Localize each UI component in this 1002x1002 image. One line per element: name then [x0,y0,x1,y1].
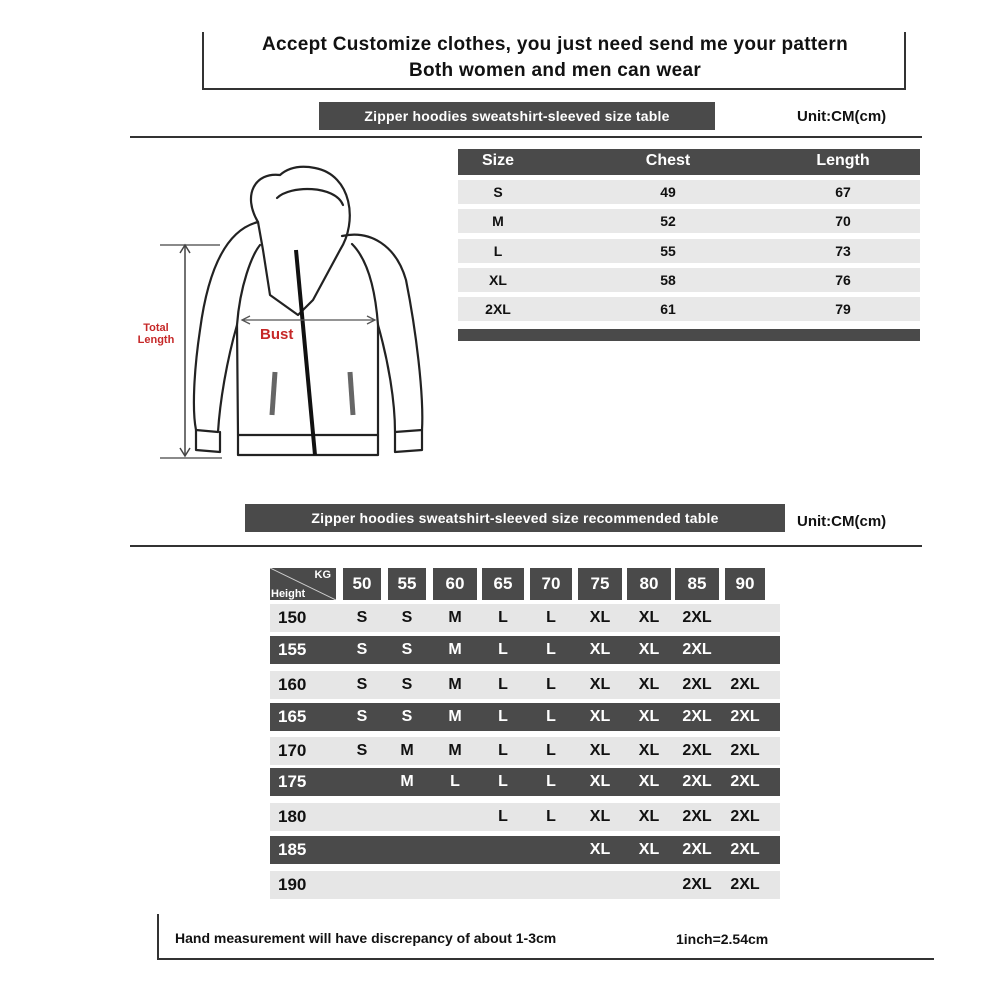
size-recommend-cell: L [498,742,508,759]
kg-column-header: 65 [482,568,524,600]
size-row [458,297,920,321]
height-cell: 185 [278,840,307,859]
length-cell: 73 [835,243,851,259]
size-table-unit: Unit:CM(cm) [797,108,887,125]
length-cell: 70 [835,213,851,229]
size-recommend-cell: 2XL [730,841,760,858]
kg-column-header: 55 [388,568,426,600]
recommend-row [270,836,780,864]
chest-cell: 52 [660,213,676,229]
size-recommend-cell: L [498,676,508,693]
recommend-row [270,604,780,632]
length-cell: 76 [835,272,851,288]
corner-cell [270,568,336,600]
size-recommend-cell: XL [589,641,611,658]
size-recommend-cell: XL [638,708,660,725]
size-recommend-cell: L [546,609,556,626]
kg-column-header: 80 [627,568,671,600]
hoodie-diagram [130,150,450,470]
size-recommend-cell: S [356,742,368,759]
total-length-label-line2: Length [137,334,175,346]
total-length-label-line1: Total [143,322,169,334]
size-recommend-cell: 2XL [682,609,712,626]
height-cell: 190 [278,875,307,894]
recommend-row [270,737,780,765]
kg-column-header: 60 [433,568,477,600]
kg-column-header: 90 [725,568,765,600]
size-recommend-cell: XL [589,841,611,858]
size-recommend-cell: S [401,708,413,725]
size-recommend-cell: S [401,609,413,626]
size-cell: L [493,243,503,259]
size-recommend-cell: M [448,708,462,725]
header-length: Length [816,152,870,169]
header-line-1: Accept Customize clothes, you just need send me your pattern [261,34,848,55]
size-recommend-cell: XL [638,641,660,658]
size-recommend-cell: 2XL [730,876,760,893]
recommend-row [270,871,780,899]
size-recommend-cell: S [401,641,413,658]
size-table-title: Zipper hoodies sweatshirt-sleeved size table [319,102,715,130]
size-recommend-cell: XL [638,841,660,858]
height-cell: 170 [278,741,307,760]
size-recommend-cell: L [498,641,508,658]
size-recommend-cell: M [448,676,462,693]
height-cell: 175 [278,772,307,791]
size-cell: M [492,213,504,229]
size-recommend-cell: XL [638,676,660,693]
pocket-right [350,372,353,415]
size-recommend-cell: L [546,742,556,759]
size-recommend-cell: S [356,641,368,658]
size-row [458,268,920,292]
size-recommend-cell: XL [638,609,660,626]
chest-cell: 58 [660,272,676,288]
size-cell: S [493,184,503,200]
recommend-row [270,636,780,664]
chest-cell: 55 [660,243,676,259]
recommend-table-unit: Unit:CM(cm) [797,513,887,530]
size-recommend-cell: L [546,808,556,825]
size-recommend-cell: L [546,773,556,790]
size-recommend-cell: M [448,742,462,759]
kg-column-header: 75 [578,568,622,600]
size-recommend-cell: 2XL [730,808,760,825]
size-recommend-cell: 2XL [682,841,712,858]
size-row [458,180,920,204]
size-recommend-cell: L [498,609,508,626]
size-recommend-cell: 2XL [730,773,760,790]
length-cell: 67 [835,184,851,200]
size-recommend-cell: XL [589,676,611,693]
size-recommend-cell: 2XL [682,708,712,725]
size-recommend-cell: XL [589,708,611,725]
pocket-left [272,372,275,415]
total-length-label [132,322,180,346]
size-recommend-cell: L [546,708,556,725]
header-line-2: Both women and men can wear [408,60,702,81]
size-recommend-cell: S [356,708,368,725]
size-recommend-cell: 2XL [682,641,712,658]
kg-column-header: 85 [675,568,719,600]
size-recommend-cell: 2XL [682,808,712,825]
size-recommend-cell: 2XL [682,773,712,790]
size-recommend-cell: M [448,609,462,626]
size-recommend-cell: L [498,808,508,825]
size-recommend-cell: S [356,676,368,693]
size-recommend-cell: L [498,708,508,725]
size-recommend-cell: 2XL [730,742,760,759]
size-row [458,239,920,263]
height-cell: 180 [278,807,307,826]
footer-conversion: 1inch=2.54cm [676,931,769,947]
kg-column-header: 50 [343,568,381,600]
body-outline [194,222,422,435]
size-recommend-cell: XL [589,609,611,626]
size-table-footer-bar [458,329,920,341]
section-divider [130,136,922,138]
size-recommend-cell: 2XL [730,708,760,725]
size-recommend-cell: L [546,676,556,693]
size-recommend-cell: XL [638,773,660,790]
size-recommend-cell: L [546,641,556,658]
size-recommend-cell: 2XL [682,742,712,759]
size-recommend-cell: 2XL [730,676,760,693]
size-recommend-cell: M [448,641,462,658]
size-recommend-cell: M [400,773,414,790]
size-recommend-cell: S [401,676,413,693]
chest-cell: 61 [660,301,676,317]
header-chest: Chest [645,152,691,169]
recommend-row [270,703,780,731]
zipper-line [296,250,315,455]
corner-kg-label: KG [314,569,331,581]
size-recommend-cell: XL [589,773,611,790]
size-table-header [458,149,920,175]
size-recommend-cell: M [400,742,414,759]
kg-column-header: 70 [530,568,572,600]
height-cell: 150 [278,608,307,627]
recommend-row [270,671,780,699]
corner-height-label: Height [271,588,306,600]
size-recommend-cell: S [356,609,368,626]
recommend-row [270,803,780,831]
length-cell: 79 [835,301,851,317]
size-recommend-cell: L [450,773,460,790]
size-cell: 2XL [485,301,511,317]
recommend-row [270,768,780,796]
height-cell: 155 [278,640,307,659]
size-recommend-cell: 2XL [682,876,712,893]
hood-inner [277,189,343,205]
bust-label: Bust [260,326,294,343]
recommend-table-title: Zipper hoodies sweatshirt-sleeved size recommended table [245,504,785,532]
size-recommend-cell: XL [638,742,660,759]
size-recommend-cell: 2XL [682,676,712,693]
height-cell: 165 [278,707,307,726]
height-cell: 160 [278,675,307,694]
size-cell: XL [489,272,507,288]
size-recommend-cell: XL [589,808,611,825]
chest-cell: 49 [660,184,676,200]
section-divider [130,545,922,547]
size-recommend-cell: XL [589,742,611,759]
footer-note: Hand measurement will have discrepancy of about 1-3cm [175,930,557,946]
size-row [458,209,920,233]
size-recommend-cell: XL [638,808,660,825]
header-size: Size [481,152,514,169]
size-recommend-cell: L [498,773,508,790]
